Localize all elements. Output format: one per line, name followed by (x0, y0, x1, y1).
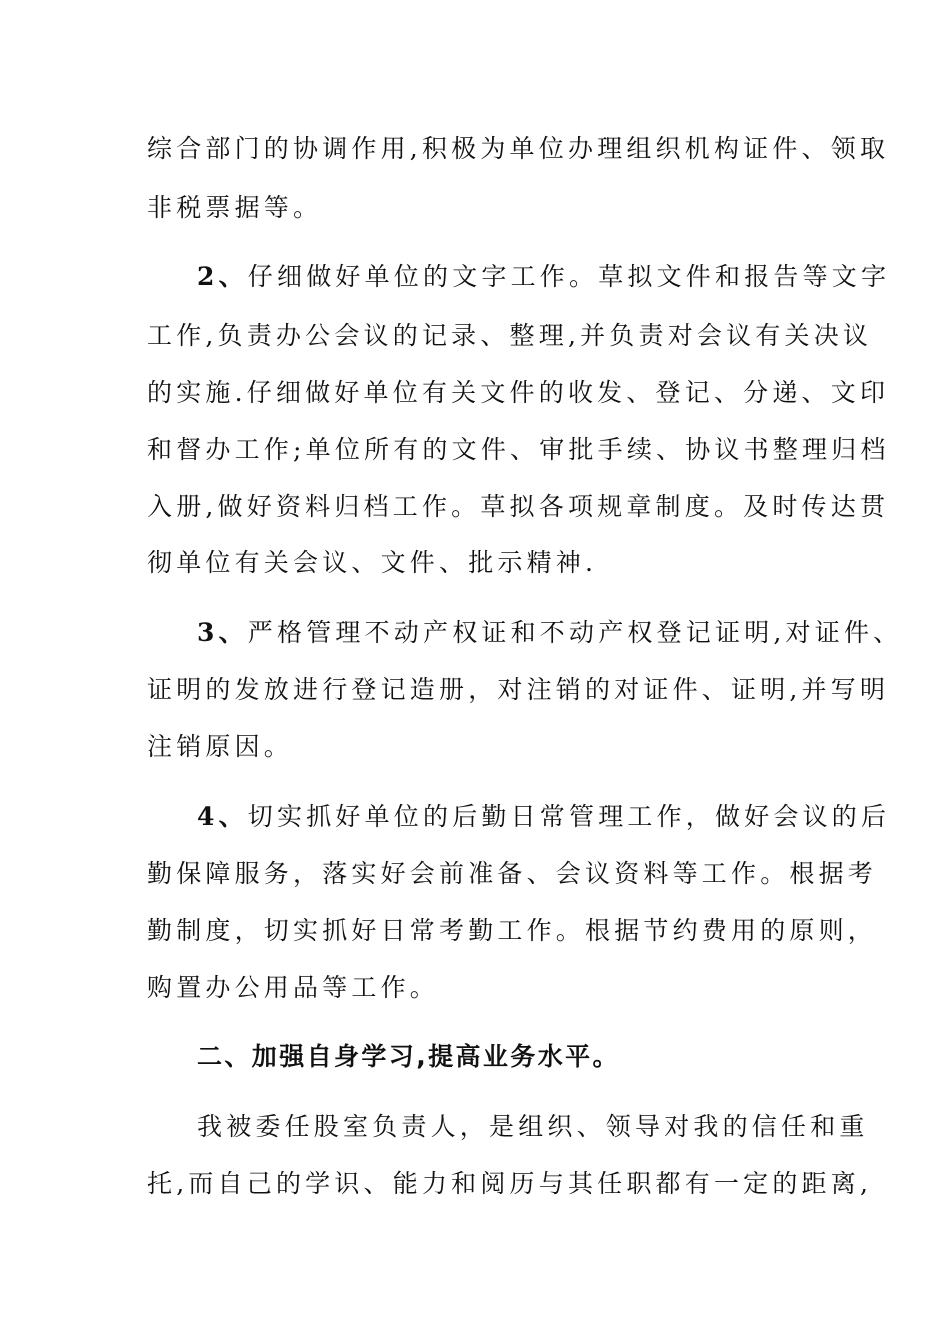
item-3-line-2: 证明的发放进行登记造册，对注销的对证件、证明,并写明 (147, 675, 890, 704)
paragraph-line-2: 托,而自己的学识、能力和阅历与其任职都有一定的距离, (147, 1169, 873, 1198)
paragraph-line-1: 我被委任股室负责人，是组织、领导对我的信任和重 (197, 1112, 869, 1141)
item-4-text: 切实抓好单位的后勤日常管理工作，做好会议的后 (247, 802, 891, 831)
item-2-line-3: 的实施.仔细做好单位有关文件的收发、登记、分递、文印 (147, 378, 890, 407)
item-2-line-5: 入册,做好资料归档工作。草拟各项规章制度。及时传达贯 (147, 492, 890, 521)
item-4-line-2: 勤保障服务，落实好会前准备、会议资料等工作。根据考 (147, 859, 878, 888)
item-4-line-1 (197, 802, 890, 832)
item-number-2: 2、 (197, 262, 248, 291)
body-line-2: 非税票据等。 (147, 193, 323, 222)
item-2-line-4: 和督办工作;单位所有的文件、审批手续、协议书整理归档 (147, 435, 890, 464)
item-number-3: 3、 (197, 618, 248, 647)
item-2-line-2: 工作,负责办公会议的记录、整理,并负责对会议有关决议 (147, 321, 873, 350)
item-2-line-1 (197, 262, 890, 292)
item-2-line-6: 彻单位有关会议、文件、批示精神. (147, 548, 598, 577)
item-4-line-3: 勤制度，切实抓好日常考勤工作。根据节约费用的原则， (147, 916, 878, 945)
section-heading: 二、加强自身学习,提高业务水平。 (197, 1042, 620, 1071)
item-4-line-4: 购置办公用品等工作。 (147, 973, 440, 1002)
body-line-1: 综合部门的协调作用,积极为单位办理组织机构证件、领取 (147, 134, 890, 163)
item-3-text: 严格管理不动产权证和不动产权登记证明,对证件、 (247, 618, 903, 647)
item-3-line-1 (197, 618, 902, 648)
item-2-text: 仔细做好单位的文字工作。草拟文件和报告等文字 (247, 262, 891, 291)
item-number-4: 4、 (197, 802, 248, 831)
item-3-line-3: 注销原因。 (147, 732, 294, 761)
